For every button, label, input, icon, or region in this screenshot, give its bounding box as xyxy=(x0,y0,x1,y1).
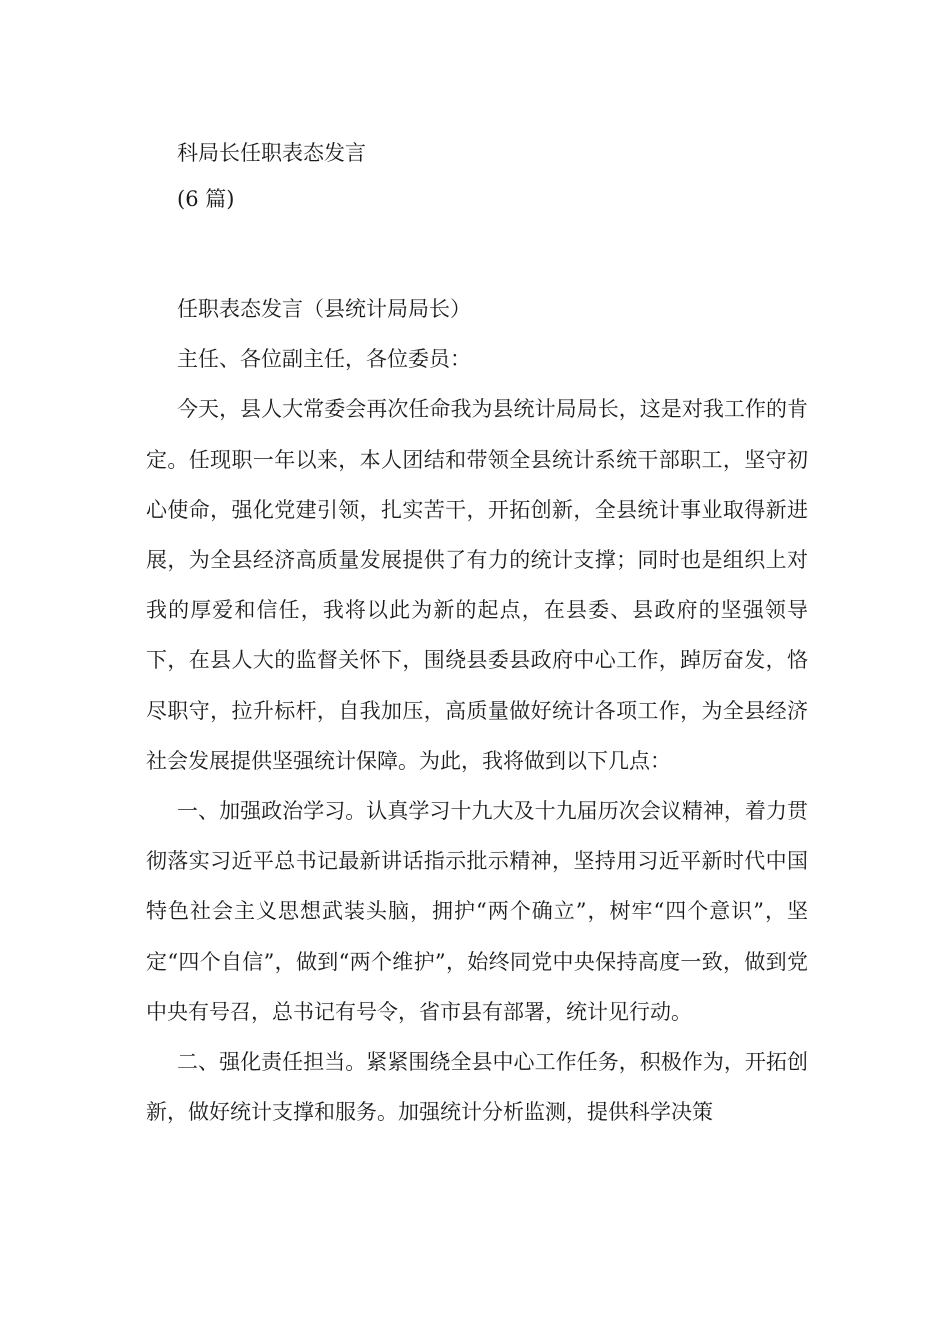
document-body xyxy=(146,284,808,1137)
document-title: 科局长任职表态发言 xyxy=(177,141,366,165)
document-subtitle: (6 篇) xyxy=(177,187,235,211)
body-paragraph-1: 今天，县人大常委会再次任命我为县统计局局长，这是对我工作的肯定。任现职一年以来，本人团结和带领全县统计系统干部职工，坚守初心使命，强化党建引领，扎实苦干，开拓创新，全县统计事业取得新进展，为全县经济高质量发展提供了有力的统计支撑；同时也是组织上对我的厚爱和信任，我将以此为新的起点，在县委、县政府的坚强领导下，在县人大的监督关怀下，围绕县委县政府中心工作，踔厉奋发，恪尽职守，拉升标杆，自我加压，高质量做好统计各项工作，为全县经济社会发展提供坚强统计保障。为此，我将做到以下几点： xyxy=(146,397,808,773)
section-heading: 任职表态发言（县统计局局长） xyxy=(177,297,471,321)
salutation: 主任、各位副主任，各位委员： xyxy=(177,347,471,372)
body-paragraph-3: 二、强化责任担当。紧紧围绕全县中心工作任务，积极作为，开拓创新，做好统计支撑和服务。加强统计分析监测，提供科学决策 xyxy=(146,1050,808,1125)
body-paragraph-2: 一、加强政治学习。认真学习十九大及十九届历次会议精神，着力贯彻落实习近平总书记最新讲话指示批示精神，坚持用习近平新时代中国特色社会主义思想武装头脑，拥护“两个确立”，树牢“四个意识”，坚定“四个自信”，做到“两个维护”，始终同党中央保持高度一致，做到党中央有号召，总书记有号令，省市县有部署，统计见行动。 xyxy=(146,799,808,1024)
